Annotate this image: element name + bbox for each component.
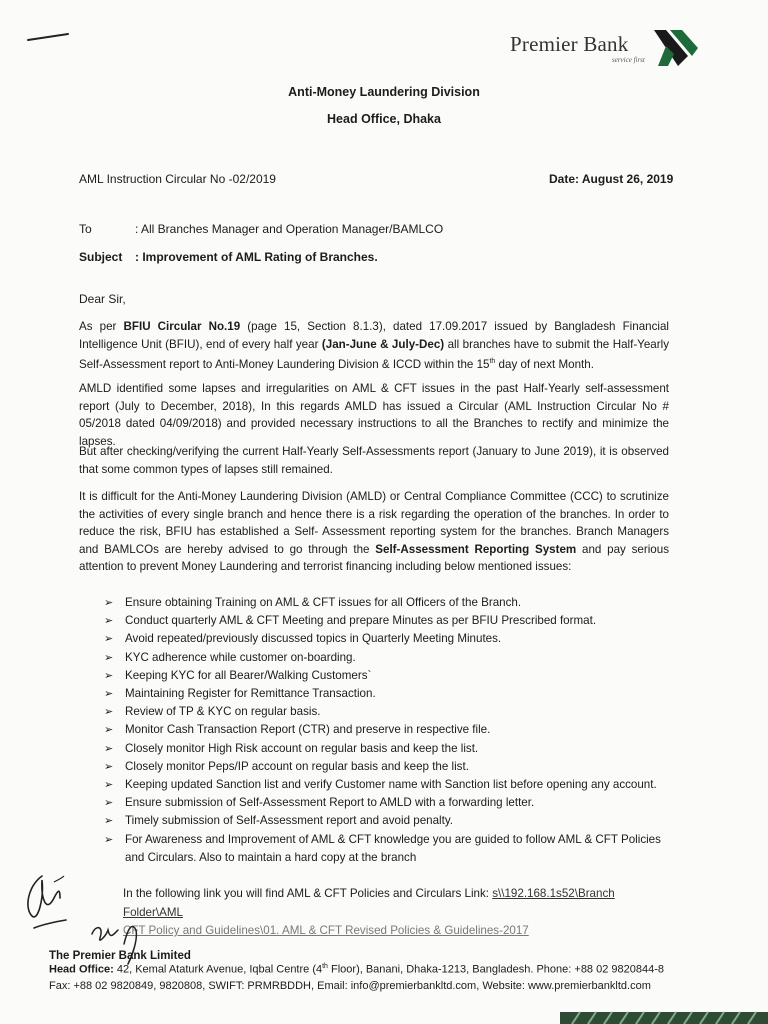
list-item	[104, 630, 674, 648]
paragraph-amld-lapses: AMLD identified some lapses and irregularities on AML & CFT issues in the past Half-Yearly self-assessment report (July to December, 2018), In this regards AMLD has issued a Circular (AML Instruction Circular No # 05/2018 dated 04/09/2018) and provided necessary instructions to all the Branches to rectify and minimize the lapses.	[79, 382, 669, 448]
subject-value: : Improvement of AML Rating of Branches.	[135, 250, 378, 264]
list-item	[104, 831, 674, 867]
list-item	[104, 667, 674, 685]
list-item-text: Ensure submission of Self-Assessment Report to AMLD with a forwarding letter.	[125, 796, 535, 810]
arrow-bullet-icon: ➢	[104, 779, 114, 792]
subject-line	[79, 250, 378, 264]
arrow-bullet-icon: ➢	[104, 742, 114, 755]
list-item	[104, 649, 674, 667]
list-item	[104, 812, 674, 830]
arrow-bullet-icon: ➢	[104, 815, 114, 828]
list-item-text: For Awareness and Improvement of AML & CFT knowledge you are guided to follow AML & CFT Policies and Circulars. Also to maintain a hard copy at the branch	[125, 832, 661, 864]
paragraph-self-assessment: It is difficult for the Anti-Money Laundering Division (AMLD) or Central Compliance Committee (CCC) to scrutinize the activities of every single branch and hence there is a risk regarding the operation of the branches. In order to reduce the risk, BFIU has established a Self- Assessment reporting system for the branches. Branch Managers and BAMLCOs are hereby advised to go through the Self-Assessment Reporting System and pay serious attention to prevent Money Laundering and terrorist financing including below mentioned issues:	[79, 490, 669, 573]
division-heading: Anti-Money Laundering Division	[288, 85, 480, 99]
list-item-text: Review of TP & KYC on regular basis.	[125, 705, 321, 719]
list-item	[104, 612, 674, 630]
arrow-bullet-icon: ➢	[104, 833, 114, 846]
arrow-bullet-icon: ➢	[104, 797, 114, 810]
logo-name: Premier Bank	[510, 32, 629, 56]
arrow-bullet-icon: ➢	[104, 651, 114, 664]
signature-icon	[14, 868, 74, 938]
arrow-bullet-icon: ➢	[104, 669, 114, 682]
list-item-text: Timely submission of Self-Assessment report and avoid penalty.	[125, 814, 453, 828]
list-item-text: Conduct quarterly AML & CFT Meeting and prepare Minutes as per BFIU Prescribed format.	[125, 614, 597, 628]
office-heading: Head Office, Dhaka	[327, 112, 441, 126]
list-item-text: Keeping KYC for all Bearer/Walking Customers`	[125, 668, 372, 682]
list-item	[104, 703, 674, 721]
policy-link[interactable]: s\\192.168.1s52\Branch Folder\AML	[123, 887, 615, 919]
instruction-list	[104, 594, 674, 867]
logo-mark-icon	[650, 26, 700, 70]
list-item	[104, 721, 674, 739]
list-item	[104, 758, 674, 776]
list-item-text: Closely monitor Peps/IP account on regular basis and keep the list.	[125, 759, 469, 773]
list-item-text: Avoid repeated/previously discussed topics in Quarterly Meeting Minutes.	[125, 632, 502, 646]
subject-label: Subject	[79, 250, 123, 264]
list-item-text: Closely monitor High Risk account on regular basis and keep the list.	[125, 741, 479, 755]
logo-tagline: service first	[612, 56, 645, 64]
pen-mark	[26, 32, 70, 42]
arrow-bullet-icon: ➢	[104, 724, 114, 737]
circular-number: AML Instruction Circular No -02/2019	[79, 172, 276, 186]
arrow-bullet-icon: ➢	[104, 597, 114, 609]
list-item	[104, 685, 674, 703]
to-value: : All Branches Manager and Operation Manager/BAMLCO	[135, 222, 444, 236]
premier-bank-logo	[510, 24, 700, 74]
arrow-bullet-icon: ➢	[104, 760, 114, 773]
footer-address: Head Office: 42, Kemal Ataturk Avenue, Iqbal Centre (4th Floor), Banani, Dhaka-1213, Bangladesh. Phone: +88 02 9820844-8	[49, 963, 665, 976]
paragraph-bfiu: As per BFIU Circular No.19 (page 15, Section 8.1.3), dated 17.09.2017 issued by Bangladesh Financial Intelligence Unit (BFIU), end of every half year (Jan-June & July-Dec) all branches have to submit the Half-Yearly Self-Assessment report to Anti-Money Laundering Division & ICCD within the 15th day of next Month.	[79, 320, 669, 371]
list-item-text: Keeping updated Sanction list and verify Customer name with Sanction list before opening any account.	[125, 778, 657, 792]
arrow-bullet-icon: ➢	[104, 633, 114, 646]
to-label: To	[79, 222, 92, 236]
arrow-bullet-icon: ➢	[104, 706, 114, 719]
policy-link-continued[interactable]: CFT Policy and Guidelines\01. AML & CFT Revised Policies & Guidelines-2017	[123, 924, 529, 937]
list-item	[104, 740, 674, 758]
list-item	[104, 794, 674, 812]
arrow-bullet-icon: ➢	[104, 615, 114, 628]
footer-contact: Fax: +88 02 9820849, 9820808, SWIFT: PRMRBDDH, Email: info@premierbankltd.com, Website: www.premierbankltd.com	[49, 980, 651, 992]
footer-company: The Premier Bank Limited	[49, 950, 191, 962]
link-paragraph: In the following link you will find AML & CFT Policies and Circulars Link: s\\192.168.1s52\Branch Folder\AML CFT Policy and Guidelines\01. AML & CFT Revised Policies & Guidelines-2017	[123, 887, 615, 937]
list-item-text: Maintaining Register for Remittance Transaction.	[125, 687, 376, 701]
footer-stripe	[560, 1006, 768, 1024]
paragraph-current-report: But after checking/verifying the current Half-Yearly Self-Assessments report (January to June 2019), it is observed that some common types of lapses still remained.	[79, 445, 669, 476]
list-item-text: Monitor Cash Transaction Report (CTR) and preserve in respective file.	[125, 723, 491, 737]
list-item	[104, 776, 674, 794]
list-item-text: KYC adherence while customer on-boarding.	[125, 650, 356, 664]
circular-date: Date: August 26, 2019	[549, 172, 674, 186]
salutation: Dear Sir,	[79, 292, 126, 306]
list-item	[104, 594, 674, 612]
arrow-bullet-icon: ➢	[104, 688, 114, 701]
to-line	[79, 222, 443, 236]
list-item-text: Ensure obtaining Training on AML & CFT issues for all Officers of the Branch.	[125, 596, 522, 609]
